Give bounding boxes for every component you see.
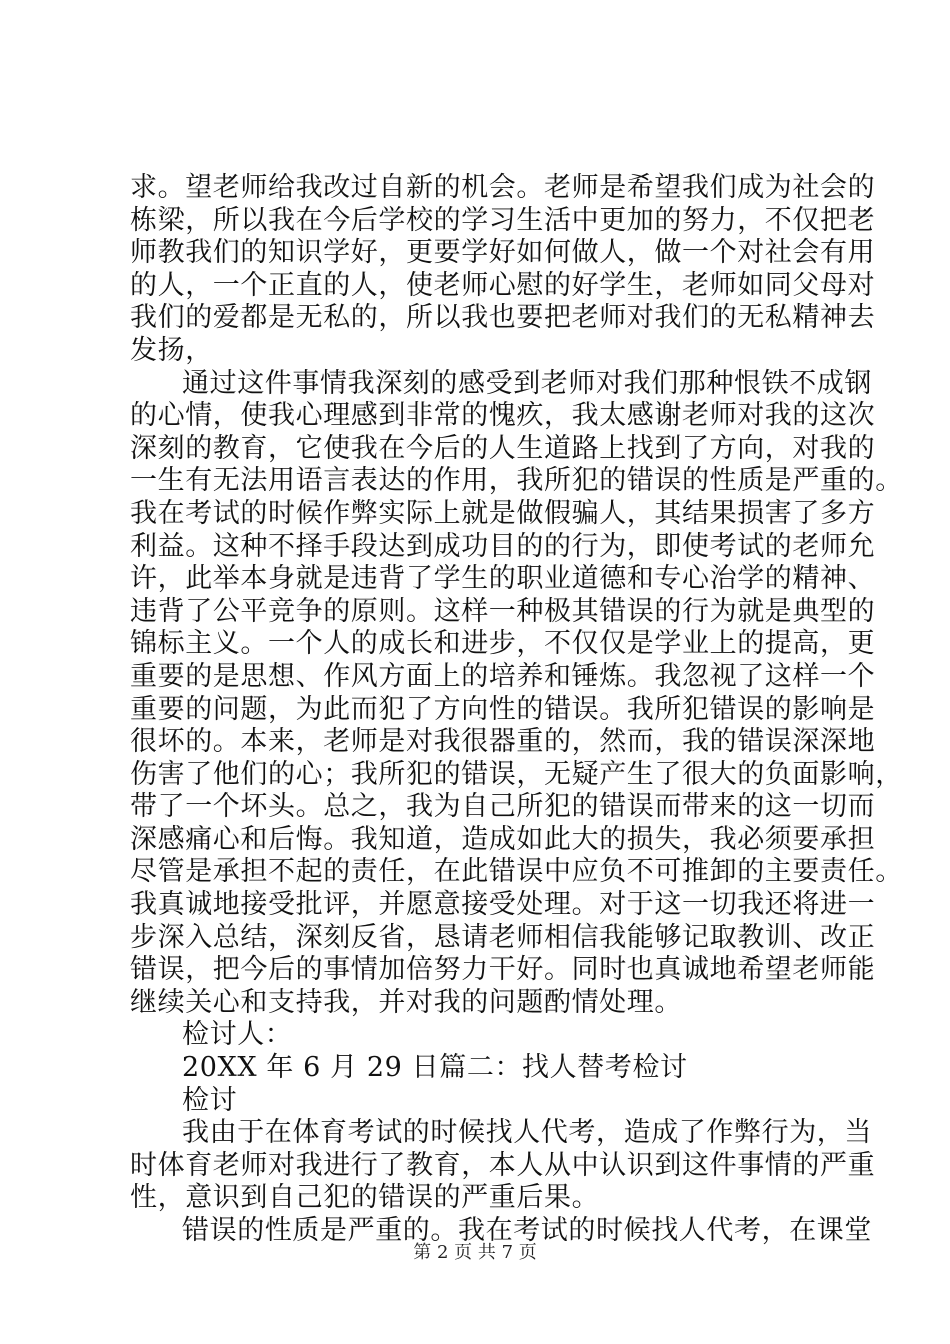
text-line: 利益。这种不择手段达到成功目的的行为，即使考试的老师允 [130,530,876,562]
text-line: 师教我们的知识学好，更要学好如何做人，做一个对社会有用 [130,237,876,269]
text-line: 继续关心和支持我，并对我的问题酌情处理。 [130,986,682,1018]
text-line: 尽管是承担不起的责任，在此错误中应负不可推卸的主要责任。 [130,856,903,888]
section-heading: 检讨 [182,1084,238,1116]
text-line: 许，此举本身就是违背了学生的职业道德和专心治学的精神、 [130,563,876,595]
date-and-section-title: 20XX 年 6 月 29 日篇二：找人替考检讨 [182,1052,688,1084]
text-line: 的人，一个正直的人，使老师心慰的好学生，老师如同父母对 [130,269,876,301]
text-line: 一生有无法用语言表达的作用，我所犯的错误的性质是严重的。 [130,465,903,497]
text-line: 我们的爱都是无私的，所以我也要把老师对我们的无私精神去 [130,302,876,334]
text-line: 伤害了他们的心；我所犯的错误，无疑产生了很大的负面影响， [130,758,903,790]
text-line: 的心情，使我心理感到非常的愧疚，我太感谢老师对我的这次 [130,400,876,432]
text-line: 很坏的。本来，老师是对我很器重的，然而，我的错误深深地 [130,726,876,758]
text-line: 违背了公平竞争的原则。这样一种极其错误的行为就是典型的 [130,595,876,627]
text-line: 重要的问题，为此而犯了方向性的错误。我所犯错误的影响是 [130,693,876,725]
text-line: 我在考试的时候作弊实际上就是做假骗人，其结果损害了多方 [130,497,876,529]
text-line: 带了一个坏头。总之，我为自己所犯的错误而带来的这一切而 [130,791,876,823]
document-body [130,172,903,1248]
text-line: 求。望老师给我改过自新的机会。老师是希望我们成为社会的 [130,172,876,203]
text-line: 重要的是思想、作风方面上的培养和锤炼。我忽视了这样一个 [130,660,876,692]
text-line: 栋梁，所以我在今后学校的学习生活中更加的努力，不仅把老 [130,204,876,236]
text-line: 发扬， [130,334,213,366]
text-line: 性，意识到自己犯的错误的严重后果。 [130,1182,600,1214]
signature-label: 检讨人： [182,1019,293,1051]
text-line: 错误，把今后的事情加倍努力干好。同时也真诚地希望老师能 [130,954,876,986]
paragraph-first-line: 我由于在体育考试的时候找人代考，造成了作弊行为，当 [182,1117,872,1149]
text-line: 步深入总结，深刻反省，恳请老师相信我能够记取教训、改正 [130,921,876,953]
text-line: 深感痛心和后悔。我知道，造成如此大的损失，我必须要承担 [130,823,876,855]
text-line: 我真诚地接受批评，并愿意接受处理。对于这一切我还将进一 [130,889,876,921]
paragraph-first-line: 通过这件事情我深刻的感受到老师对我们那种恨铁不成钢 [182,367,872,399]
page-number-footer: 第 2 页 共 7 页 [413,1242,537,1263]
text-line: 深刻的教育，它使我在今后的人生道路上找到了方向，对我的 [130,432,876,464]
text-line: 时体育老师对我进行了教育，本人从中认识到这件事情的严重 [130,1149,876,1181]
text-line: 锦标主义。一个人的成长和进步，不仅仅是学业上的提高，更 [130,628,876,660]
paragraph-first-line: 错误的性质是严重的。我在考试的时候找人代考，在课堂 [182,1215,872,1246]
